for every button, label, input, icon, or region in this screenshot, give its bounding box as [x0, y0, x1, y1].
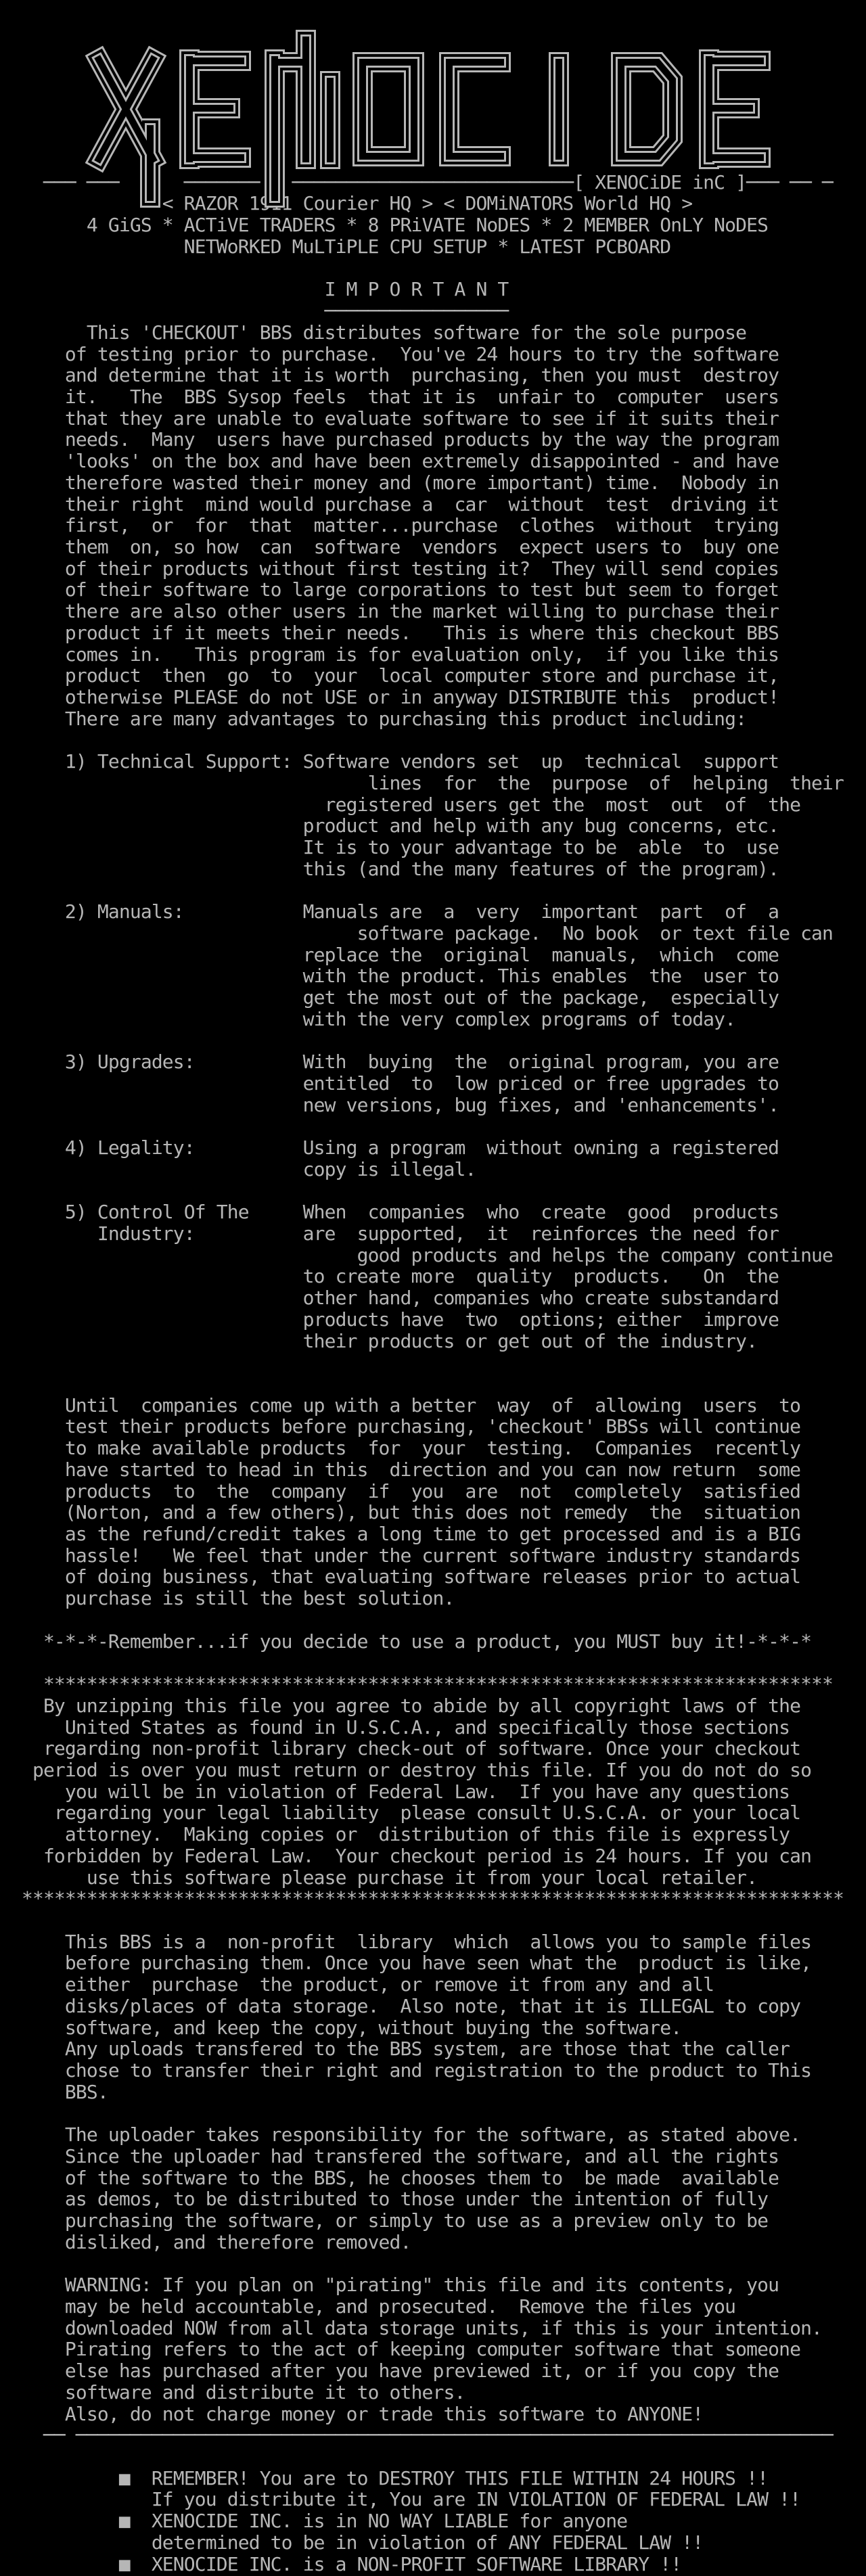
text-row: ****************************************************************************	[0, 1887, 844, 1910]
text-row	[0, 1652, 866, 1674]
text-row	[0, 1030, 866, 1052]
text-row: may be held accountable, and prosecuted. Remove the files you	[0, 2295, 736, 2318]
text-row: as demos, to be distributed to those under the intention of fully	[0, 2188, 769, 2211]
text-row: It is to your advantage to be able to use	[0, 836, 779, 859]
text-row: have started to head in this direction and you can now return some	[0, 1458, 801, 1481]
text-row: comes in. This program is for evaluation only, if you like this	[0, 643, 779, 666]
text-row: product then go to your local computer store and purchase it,	[0, 664, 779, 687]
text-row: purchasing the software, or simply to use as a preview only to be	[0, 2209, 769, 2232]
text-row: use this software please purchase it from your local retailer.	[0, 1866, 758, 1889]
text-row: This 'CHECKOUT' BBS distributes software for the sole purpose	[0, 321, 747, 344]
text-row	[0, 729, 866, 751]
text-row: Industry: are supported, it reinforces the need for	[0, 1222, 779, 1245]
text-row: By unzipping this file you agree to abide by all copyright laws of the	[0, 1694, 801, 1717]
text-row: to make available products for your testing. Companies recently	[0, 1437, 801, 1460]
text-row: software, and keep the copy, without buying the software.	[0, 2016, 682, 2039]
text-row: < RAZOR 1911 Courier HQ > < DOMiNATORS World HQ >	[0, 192, 693, 215]
text-row: it. The BBS Sysop feels that it is unfair to computer users	[0, 385, 779, 408]
text-row: 3) Upgrades: With buying the original program, you are	[0, 1051, 779, 1074]
text-row: attorney. Making copies or distribution of this file is expressly	[0, 1823, 790, 1846]
text-row: If you distribute it, You are IN VIOLATION OF FEDERAL LAW !!	[0, 2488, 801, 2511]
text-row: ─── ─── ─────── ──────────────────────────[ XENOCiDE inC ]─── ── ─	[0, 170, 834, 193]
text-row: with the product. This enables the user to	[0, 965, 779, 988]
text-row: of the software to the BBS, he chooses them to be made available	[0, 2166, 779, 2189]
text-row	[0, 2253, 866, 2274]
text-row: 4 GiGS * ACTiVE TRADERS * 8 PRiVATE NoDES * 2 MEMBER OnLY NoDES	[0, 214, 769, 237]
text-row: product if it meets their needs. This is where this checkout BBS	[0, 621, 779, 644]
text-row: before purchasing them. Once you have seen what the product is like,	[0, 1952, 812, 1975]
text-row: 5) Control Of The When companies who create good products	[0, 1201, 779, 1224]
text-row: copy is illegal.	[0, 1157, 476, 1180]
text-row: 'looks' on the box and have been extremely disappointed - and have	[0, 450, 779, 473]
text-row: other hand, companies who create substandard	[0, 1287, 779, 1310]
text-row: you will be in violation of Federal Law. If you have any questions	[0, 1780, 790, 1803]
text-row	[0, 258, 866, 279]
text-row	[0, 1609, 866, 1631]
text-row	[0, 129, 866, 150]
text-row: therefore wasted their money and (more important) time. Nobody in	[0, 471, 779, 494]
text-row	[0, 22, 866, 43]
text-row: This BBS is a non-profit library which allows you to sample files	[0, 1930, 812, 1953]
text-row: and determine that it is worth purchasing, then you must destroy	[0, 364, 779, 387]
text-row: otherwise PLEASE do not USE or in anyway DISTRIBUTE this product!	[0, 686, 779, 708]
text-row: of their products without first testing it? They will send copies	[0, 557, 779, 580]
text-row: Also, do not charge money or trade this software to ANYONE!	[0, 2402, 704, 2425]
text-row: as the refund/credit takes a long time to get processed and is a BIG	[0, 1523, 801, 1546]
text-row: with the very complex programs of today.	[0, 1007, 736, 1030]
text-row	[0, 1910, 866, 1931]
text-row: hassle! We feel that under the current software industry standards	[0, 1544, 801, 1567]
text-row: regarding non-profit library check-out of software. Once your checkout	[0, 1737, 801, 1760]
text-row: The uploader takes responsibility for the software, as stated above.	[0, 2123, 801, 2146]
text-row: products to the company if you are not completely satisfied	[0, 1479, 801, 1502]
text-row: Since the uploader had transfered the software, and all the rights	[0, 2144, 779, 2167]
text-row	[0, 879, 866, 901]
text-row: ─────────────────	[0, 300, 509, 323]
text-row: period is over you must return or destroy this file. If you do not do so	[0, 1758, 812, 1781]
text-row: forbidden by Federal Law. Your checkout period is 24 hours. If you can	[0, 1844, 812, 1867]
text-row: registered users get the most out of the	[0, 793, 801, 816]
text-row	[0, 86, 866, 108]
text-row: products have two options; either improve	[0, 1308, 779, 1331]
text-row: software and distribute it to others.	[0, 2380, 465, 2404]
text-row	[0, 43, 866, 64]
text-row	[0, 1180, 866, 1202]
text-row: chose to transfer their right and registration to the product to This	[0, 2059, 812, 2082]
text-row	[0, 1373, 866, 1395]
text-row: downloaded NOW from all data storage units, if this is your intention.	[0, 2316, 823, 2339]
text-row: needs. Many users have purchased products by the way the program	[0, 428, 779, 451]
text-row	[0, 150, 866, 172]
text-row: *-*-*-Remember...if you decide to use a product, you MUST buy it!-*-*-*	[0, 1630, 812, 1653]
text-row: *************************************************************************	[0, 1673, 834, 1696]
text-row: ■ REMEMBER! You are to DESTROY THIS FILE WITHIN 24 HOURS !!	[0, 2466, 769, 2489]
text-row: United States as found in U.S.C.A., and specifically those sections	[0, 1716, 790, 1739]
text-row	[0, 1116, 866, 1137]
text-row: There are many advantages to purchasing this product including:	[0, 707, 747, 730]
text-row: entitled to low priced or free upgrades to	[0, 1072, 779, 1095]
text-row: get the most out of the package, especially	[0, 986, 779, 1009]
text-row: of their software to large corporations to test but seem to forget	[0, 578, 779, 601]
text-row: ■ XENOCIDE INC. is in NO WAY LIABLE for anyone	[0, 2510, 628, 2533]
text-row	[0, 2446, 866, 2468]
text-row: product and help with any bug concerns, etc.	[0, 814, 779, 837]
text-row: there are also other users in the market willing to purchase their	[0, 600, 779, 623]
text-row: else has purchased after you have previewed it, or if you copy the	[0, 2360, 779, 2383]
text-row: (Norton, and a few others), but this does not remedy the situation	[0, 1501, 801, 1524]
text-row: good products and helps the company continue	[0, 1243, 834, 1266]
text-row: Until companies come up with a better way of allowing users to	[0, 1394, 801, 1417]
text-row: determined to be in violation of ANY FEDERAL LAW !!	[0, 2531, 704, 2554]
text-row: of doing business, that evaluating software releases prior to actual	[0, 1565, 801, 1588]
text-row: I M P O R T A N T	[0, 278, 509, 301]
text-row	[0, 108, 866, 129]
text-row: replace the original manuals, which come	[0, 943, 779, 966]
text-row: regarding your legal liability please consult U.S.C.A. or your local	[0, 1801, 801, 1824]
text-row: 4) Legality: Using a program without owning a registered	[0, 1136, 779, 1159]
text-row: either purchase the product, or remove it from any and all	[0, 1973, 714, 1996]
text-row: them on, so how can software vendors expect users to buy one	[0, 535, 779, 558]
text-row	[0, 2102, 866, 2124]
text-row: this (and the many features of the program).	[0, 857, 779, 880]
text-row: new versions, bug fixes, and 'enhancements'.	[0, 1093, 779, 1116]
text-row: their products or get out of the industry.	[0, 1329, 758, 1352]
text-row: 1) Technical Support: Software vendors set up technical support	[0, 750, 779, 773]
text-row: software package. No book or text file can	[0, 921, 834, 944]
text-row	[0, 64, 866, 86]
text-row: disks/places of data storage. Also note, that it is ILLEGAL to copy	[0, 1994, 801, 2017]
text-row: first, or for that matter...purchase clothes without trying	[0, 514, 779, 537]
text-row: purchase is still the best solution.	[0, 1587, 455, 1610]
text-row: BBS.	[0, 2080, 108, 2103]
text-row: to create more quality products. On the	[0, 1265, 779, 1288]
text-row: test their products before purchasing, 'checkout' BBSs will continue	[0, 1415, 801, 1438]
text-row: ■ XENOCIDE INC. is a NON-PROFIT SOFTWARE LIBRARY !!	[0, 2552, 682, 2575]
text-row: Any uploads transfered to the BBS system, are those that the caller	[0, 2038, 790, 2061]
text-row: lines for the purpose of helping their	[0, 771, 844, 794]
text-row	[0, 0, 866, 22]
text-row	[0, 1352, 866, 1373]
text-row: Pirating refers to the act of keeping computer software that someone	[0, 2338, 801, 2361]
text-row: NETWoRKED MuLTiPLE CPU SETUP * LATEST PCBOARD	[0, 235, 671, 258]
text-row: disliked, and therefore removed.	[0, 2230, 411, 2253]
text-row: their right mind would purchase a car without test driving it	[0, 492, 779, 515]
text-row: of testing prior to purchase. You've 24 hours to try the software	[0, 342, 779, 365]
text-row: WARNING: If you plan on "pirating" this file and its contents, you	[0, 2274, 779, 2297]
text-row: 2) Manuals: Manuals are a very important part of a	[0, 900, 779, 923]
text-row: ── ──────────────────────────────────────────────────────────────────────	[0, 2424, 834, 2447]
text-row: that they are unable to evaluate software to see if it suits their	[0, 407, 779, 430]
